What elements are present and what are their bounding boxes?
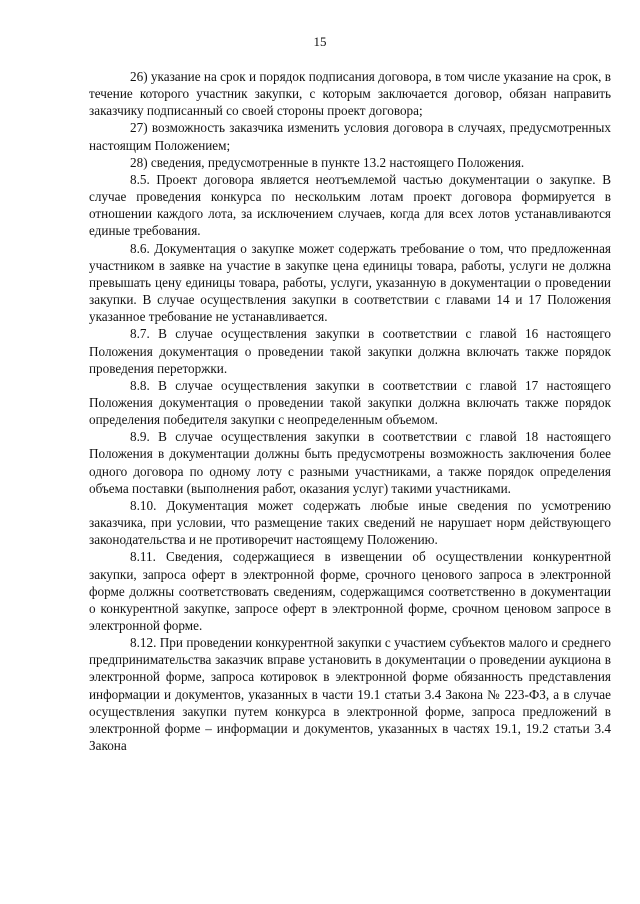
document-body (89, 68, 611, 754)
paragraph-item-27: 27) возможность заказчика изменить условия договора в случаях, предусмотренных настоящим Положением; (89, 120, 611, 153)
paragraph-8-10: 8.10. Документация может содержать любые иные сведения по усмотрению заказчика, при условии, что размещение таких сведений не нарушает норм действующего законодательства и не противоречит настоящему Положению. (89, 497, 611, 548)
paragraph-8-9: 8.9. В случае осуществления закупки в соответствии с главой 18 настоящего Положения в документации должны быть предусмотрены возможность заключения более одного договора по одному лоту с разными участниками, а также порядок определения объема поставки (выполнения работ, оказания услуг) такими участниками. (89, 429, 611, 496)
paragraph-8-5: 8.5. Проект договора является неотъемлемой частью документации о закупке. В случае проведения конкурса по нескольким лотам проект договора формируется в отношении каждого лота, за исключением случаев, когда для всех лотов устанавливаются единые требования. (89, 171, 611, 239)
paragraph-item-26: 26) указание на срок и порядок подписания договора, в том числе указание на срок, в течение которого участник закупки, с которым заключается договор, обязан направить заказчику подписанный со своей стороны проект договора; (89, 69, 611, 119)
paragraph-8-11: 8.11. Сведения, содержащиеся в извещении об осуществлении конкурентной закупки, запроса оферт в электронной форме, срочного ценового запроса в электронной форме должны соответствовать сведениям, содержащимся соответственно в документации о конкурентной закупке, запросе оферт в электронной форме, срочном ценовом запросе в электронной форме. (89, 549, 611, 633)
paragraph-8-12: 8.12. При проведении конкурентной закупки с участием субъектов малого и среднего предпринимательства заказчик вправе установить в документации о проведении аукциона в электронной форме, запроса котировок в электронной форме обязанность представления информации и документов, указанных в части 19.1 статьи 3.4 Закона № 223-ФЗ, а в случае осуществления закупки путем конкурса в электронной форме, запроса предложений в электронной форме – информации и документов, указанных в частях 19.1, 19.2 статьи 3.4 Закона (89, 635, 611, 754)
page-number: 15 (313, 34, 327, 49)
paragraph-item-28: 28) сведения, предусмотренные в пункте 13.2 настоящего Положения. (130, 154, 525, 170)
paragraph-8-7: 8.7. В случае осуществления закупки в соответствии с главой 16 настоящего Положения документация о проведении такой закупки должна включать также порядок проведения переторжки. (89, 326, 611, 376)
paragraph-8-8: 8.8. В случае осуществления закупки в соответствии с главой 17 настоящего Положения документация о проведении такой закупки должна включать также порядок определения победителя закупки с неопределенным объемом. (89, 377, 611, 428)
paragraph-8-6: 8.6. Документация о закупке может содержать требование о том, что предложенная участником в заявке на участие в закупке цена единицы товара, работы, услуги не должна превышать цену единицы товара, работы, услуги, указанную в документации о проведении закупки. В случае осуществления закупки в соответствии с главами 14 и 17 Положения указанное требование не устанавливается. (89, 240, 611, 325)
